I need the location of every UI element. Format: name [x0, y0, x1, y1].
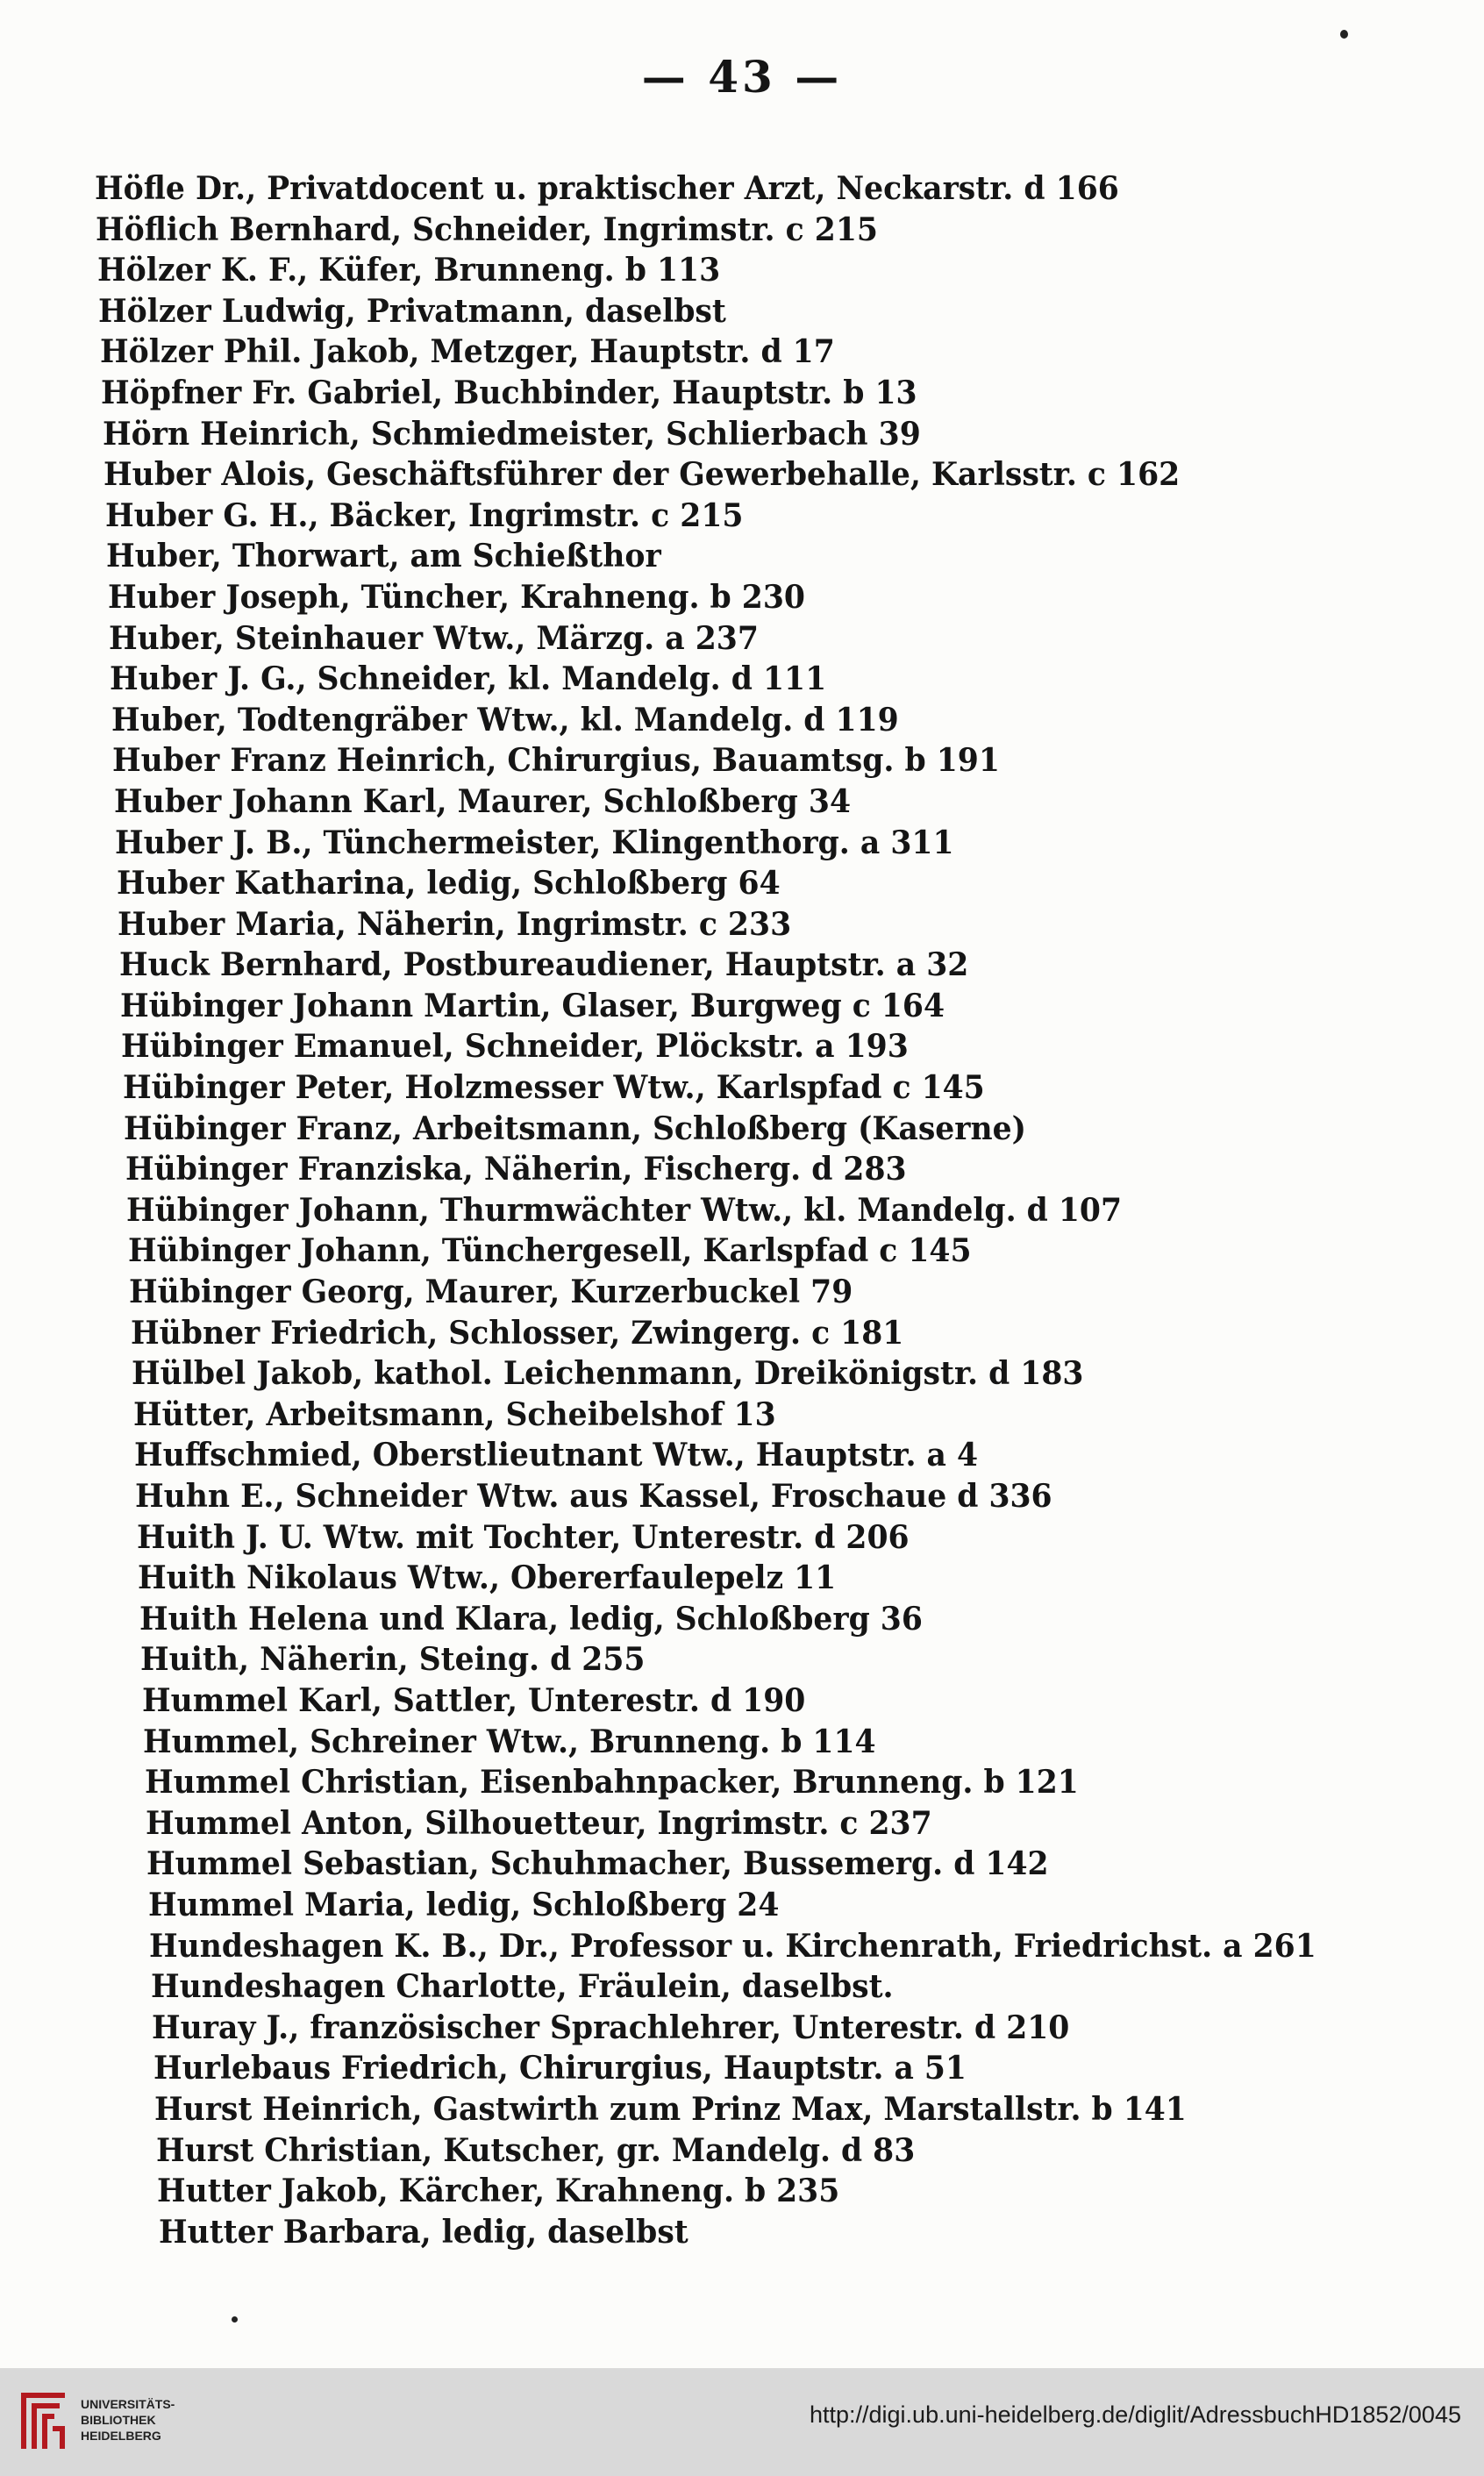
ink-speck: [1340, 30, 1348, 39]
directory-entry: Huck Bernhard, Postbureaudiener, Hauptstr. a 32: [119, 946, 969, 984]
directory-entry: Höflich Bernhard, Schneider, Ingrimstr. c 215: [96, 210, 878, 248]
directory-entry: Hübinger Franz, Arbeitsmann, Schloßberg (Kaserne): [124, 1110, 1026, 1147]
directory-entry: Huber J. G., Schneider, kl. Mandelg. d 111: [110, 660, 827, 698]
directory-entries: [95, 168, 1365, 2252]
directory-entry: Hübinger Johann, Tünchergesell, Karlspfad c 145: [128, 1232, 972, 1270]
directory-entry: Hutter Barbara, ledig, daselbst: [159, 2213, 688, 2251]
directory-entry: Huith Nikolaus Wtw., Obererfaulepelz 11: [138, 1559, 837, 1597]
directory-entry: Hummel Christian, Eisenbahnpacker, Brunneng. b 121: [145, 1764, 1079, 1802]
directory-entry: Hölzer K. F., Küfer, Brunneng. b 113: [97, 252, 721, 289]
directory-entry: Hummel, Schreiner Wtw., Brunneng. b 114: [143, 1723, 876, 1760]
ink-speck: [232, 2316, 238, 2323]
directory-entry: Hübinger Johann Martin, Glaser, Burgweg c 164: [120, 987, 945, 1024]
directory-entry: Hölzer Phil. Jakob, Metzger, Hauptstr. d 17: [100, 333, 835, 371]
directory-entry: Hörn Heinrich, Schmiedmeister, Schlierbach 39: [103, 415, 921, 453]
directory-entry: Hummel Anton, Silhouetteur, Ingrimstr. c 237: [146, 1804, 932, 1842]
directory-entry: Hütter, Arbeitsmann, Scheibelshof 13: [133, 1395, 776, 1433]
directory-entry: Huber Franz Heinrich, Chirurgius, Bauamtsg. b 191: [112, 742, 1000, 780]
directory-entry: Hübinger Georg, Maurer, Kurzerbuckel 79: [129, 1274, 853, 1311]
logo-line: BIBLIOTHEK: [81, 2413, 156, 2427]
directory-entry: Huber Alois, Geschäftsführer der Gewerbehalle, Karlsstr. c 162: [103, 456, 1181, 494]
directory-entry: Huray J., französischer Sprachlehrer, Unterestr. d 210: [152, 2009, 1070, 2046]
source-url-link[interactable]: http://digi.ub.uni-heidelberg.de/diglit/AdressbuchHD1852/0045: [809, 2401, 1461, 2428]
logo-wordmark: [81, 2396, 175, 2444]
directory-entry: Höpfner Fr. Gabriel, Buchbinder, Hauptstr. b 13: [101, 374, 917, 411]
directory-entry: Huber, Thorwart, am Schießthor: [106, 538, 661, 575]
directory-entry: Hundeshagen Charlotte, Fräulein, daselbst.: [151, 1968, 894, 2006]
directory-entry: Hundeshagen K. B., Dr., Professor u. Kirchenrath, Friedrichst. a 261: [149, 1927, 1316, 1965]
directory-entry: Huith Helena und Klara, ledig, Schloßberg 36: [139, 1600, 923, 1638]
directory-entry: Hummel Maria, ledig, Schloßberg 24: [148, 1886, 780, 1923]
directory-entry: Hübner Friedrich, Schlosser, Zwingerg. c 181: [131, 1314, 904, 1352]
directory-entry: Hurst Heinrich, Gastwirth zum Prinz Max, Marstallstr. b 141: [154, 2090, 1187, 2128]
directory-entry: Huber Johann Karl, Maurer, Schloßberg 34: [114, 782, 852, 820]
directory-entry: Hurlebaus Friedrich, Chirurgius, Hauptstr. a 51: [153, 2050, 967, 2087]
directory-entry: Huber G. H., Bäcker, Ingrimstr. c 215: [105, 496, 744, 534]
logo-line: UNIVERSITÄTS-: [81, 2397, 175, 2411]
directory-entry: Höfle Dr., Privatdocent u. praktischer Arzt, Neckarstr. d 166: [95, 170, 1119, 207]
directory-entry: Huber, Todtengräber Wtw., kl. Mandelg. d 119: [111, 701, 899, 739]
directory-entry: Hübinger Franziska, Näherin, Fischerg. d 283: [125, 1151, 907, 1188]
directory-entry: Huber, Steinhauer Wtw., Märzg. a 237: [109, 619, 759, 657]
directory-entry: Hummel Sebastian, Schuhmacher, Bussemerg. d 142: [146, 1845, 1049, 1883]
directory-entry: Huhn E., Schneider Wtw. aus Kassel, Froschaue d 336: [135, 1478, 1052, 1515]
directory-entry: Huber J. B., Tünchermeister, Klingenthorg. a 311: [115, 824, 954, 861]
directory-entry: Huffschmied, Oberstlieutnant Wtw., Hauptstr. a 4: [134, 1437, 978, 1474]
directory-entry: Hurst Christian, Kutscher, gr. Mandelg. d 83: [156, 2131, 916, 2169]
directory-entry: Huber Katharina, ledig, Schloßberg 64: [117, 865, 781, 903]
directory-entry: Hölzer Ludwig, Privatmann, daselbst: [98, 292, 726, 330]
directory-entry: Hübinger Peter, Holzmesser Wtw., Karlspfad c 145: [123, 1069, 985, 1107]
library-logo-icon: [16, 2387, 70, 2454]
page-number: — 43 —: [641, 51, 843, 103]
directory-entry: Huith J. U. Wtw. mit Tochter, Unterestr. d 206: [137, 1518, 910, 1556]
university-library-logo[interactable]: [16, 2386, 209, 2456]
directory-entry: Huber Maria, Näherin, Ingrimstr. c 233: [118, 905, 792, 943]
directory-entry: Hübinger Emanuel, Schneider, Plöckstr. a 193: [121, 1028, 909, 1066]
footer-bar: [0, 2368, 1484, 2476]
directory-entry: Huber Joseph, Tüncher, Krahneng. b 230: [108, 578, 806, 616]
directory-entry: Hummel Karl, Sattler, Unterestr. d 190: [142, 1681, 806, 1719]
logo-line: HEIDELBERG: [81, 2429, 161, 2443]
directory-entry: Hülbel Jakob, kathol. Leichenmann, Dreikönigstr. d 183: [132, 1355, 1084, 1393]
directory-entry: Hutter Jakob, Kärcher, Krahneng. b 235: [157, 2173, 840, 2210]
directory-entry: Huith, Näherin, Steing. d 255: [140, 1641, 646, 1679]
directory-entry: Hübinger Johann, Thurmwächter Wtw., kl. Mandelg. d 107: [126, 1191, 1123, 1229]
